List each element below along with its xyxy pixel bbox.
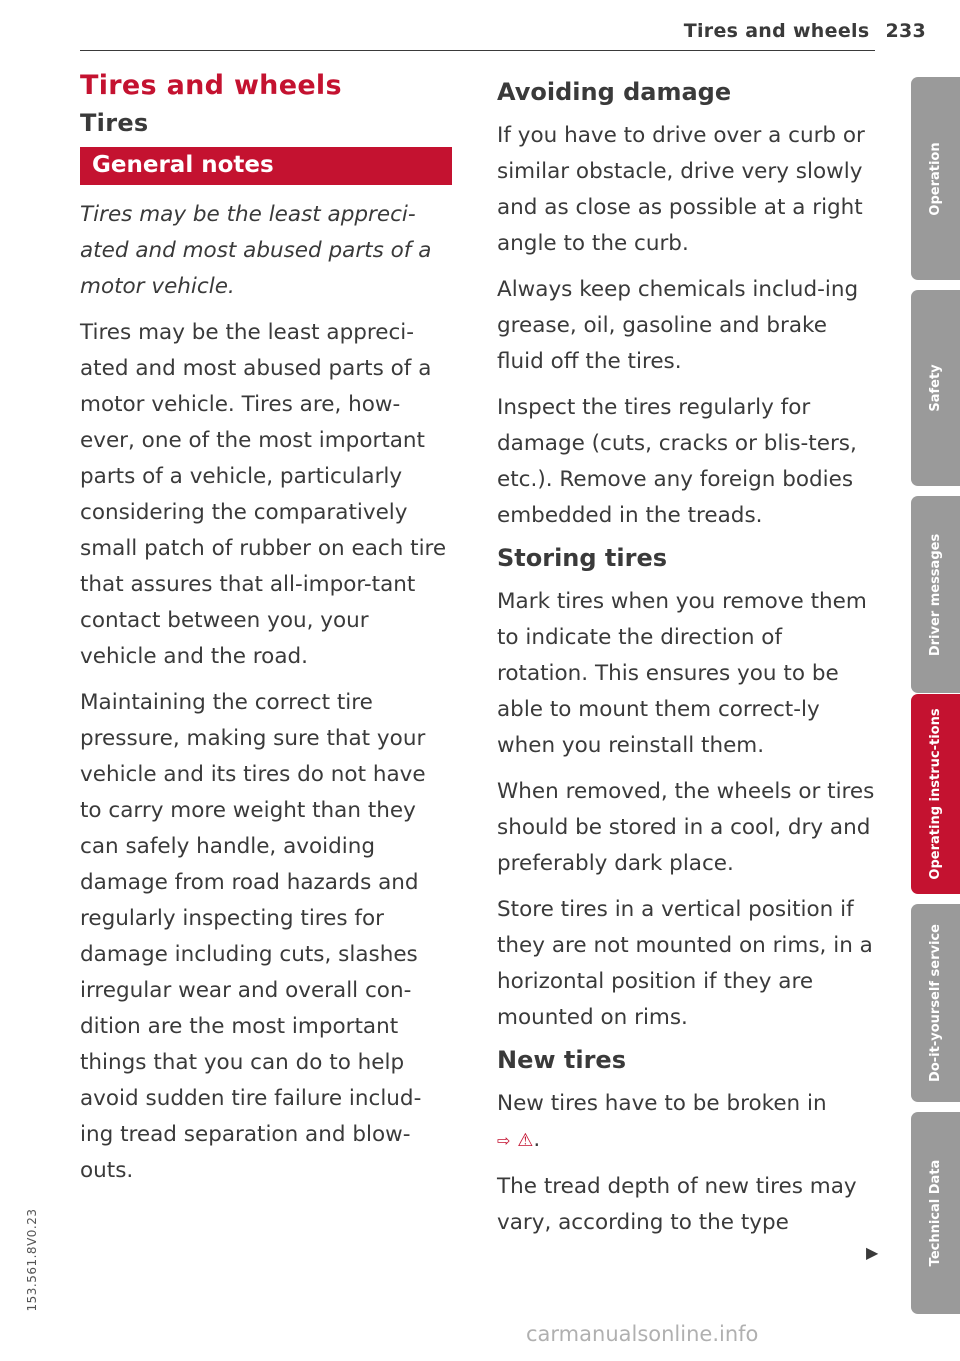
running-header [684,20,926,42]
section-title: Tires [80,109,149,137]
document-code [22,1190,42,1330]
storing-paragraph-1: Mark tires when you remove them to indicate the direction of rotation. This ensures you to be able to mount them correct-ly when you reinstall them. [497,589,867,758]
tab-do-it-yourself-service[interactable] [911,904,960,1102]
watermark: carmanualsonline.info [526,1322,759,1346]
cross-reference-arrow-icon[interactable]: ⇨ [497,1131,511,1150]
heading-storing-tires: Storing tires [497,544,668,572]
tab-operation[interactable] [911,77,960,280]
damage-paragraph-1: If you have to drive over a curb or similar obstacle, drive very slowly and as close as possible at a right angle to the curb. [497,123,865,256]
tab-safety[interactable] [911,290,960,486]
tab-label: Safety [927,364,943,412]
header-rule [80,50,875,51]
tab-label: Operating instruc-tions [927,708,943,880]
chapter-title: Tires and wheels [80,70,342,101]
tab-label: Operation [927,141,943,216]
tab-driver-messages[interactable] [911,496,960,693]
storing-paragraph-3: Store tires in a vertical position if they are not mounted on rims, in a horizontal position if they are mounted on rims. [497,897,873,1030]
storing-paragraph-2: When removed, the wheels or tires should be stored in a cool, dry and preferably dark place. [497,779,875,876]
damage-paragraph-3: Inspect the tires regularly for damage (cuts, cracks or blis-ters, etc.). Remove any foreign bodies embedded in the treads. [497,395,857,528]
header-section: Tires and wheels [683,20,870,42]
tab-label: Technical Data [927,1159,943,1267]
document-code-text: 153.561.8V0.23 [25,1208,39,1312]
tab-operating-instructions[interactable] [911,694,960,894]
continue-arrow-icon: ▶ [866,1243,879,1262]
warning-icon[interactable]: ⚠ [517,1130,534,1151]
new-tires-paragraph-2: The tread depth of new tires may vary, according to the type [497,1174,857,1235]
intro-paragraph: Tires may be the least appreci-ated and most abused parts of a motor vehicle. [80,202,432,299]
heading-avoiding-damage: Avoiding damage [497,78,732,106]
tab-label: Do-it-yourself service [927,924,943,1082]
section-banner: General notes [80,147,452,185]
left-column [80,70,452,1199]
heading-new-tires: New tires [497,1046,626,1074]
damage-paragraph-2: Always keep chemicals includ-ing grease, oil, gasoline and brake fluid off the tires. [497,277,859,374]
new-tires-period: . [533,1127,541,1152]
page-number: 233 [885,20,926,42]
tab-label: Driver messages [927,533,943,656]
new-tires-paragraph-1 [497,1086,875,1159]
tab-technical-data[interactable] [911,1112,960,1314]
body-paragraph-2: Maintaining the correct tire pressure, making sure that your vehicle and its tires do not have to carry more weight than they can safely handle, avoiding damage from road hazards and regularly inspecting tires for damage including cuts, slashes irregular wear and overall con-dition are the most important things that you can do to help avoid sudden tire failure includ-ing tread separation and blow-outs. [80,690,426,1183]
body-paragraph-1: Tires may be the least appreci-ated and most abused parts of a motor vehicle. Tires are, how-ever, one of the most important parts of a vehicle, particularly considering the comparatively small patch of rubber on each tire that assures that all-impor-tant contact between you, your vehicle and the road. [80,320,447,669]
right-column [497,70,875,1251]
new-tires-text: New tires have to be broken in [497,1091,827,1116]
